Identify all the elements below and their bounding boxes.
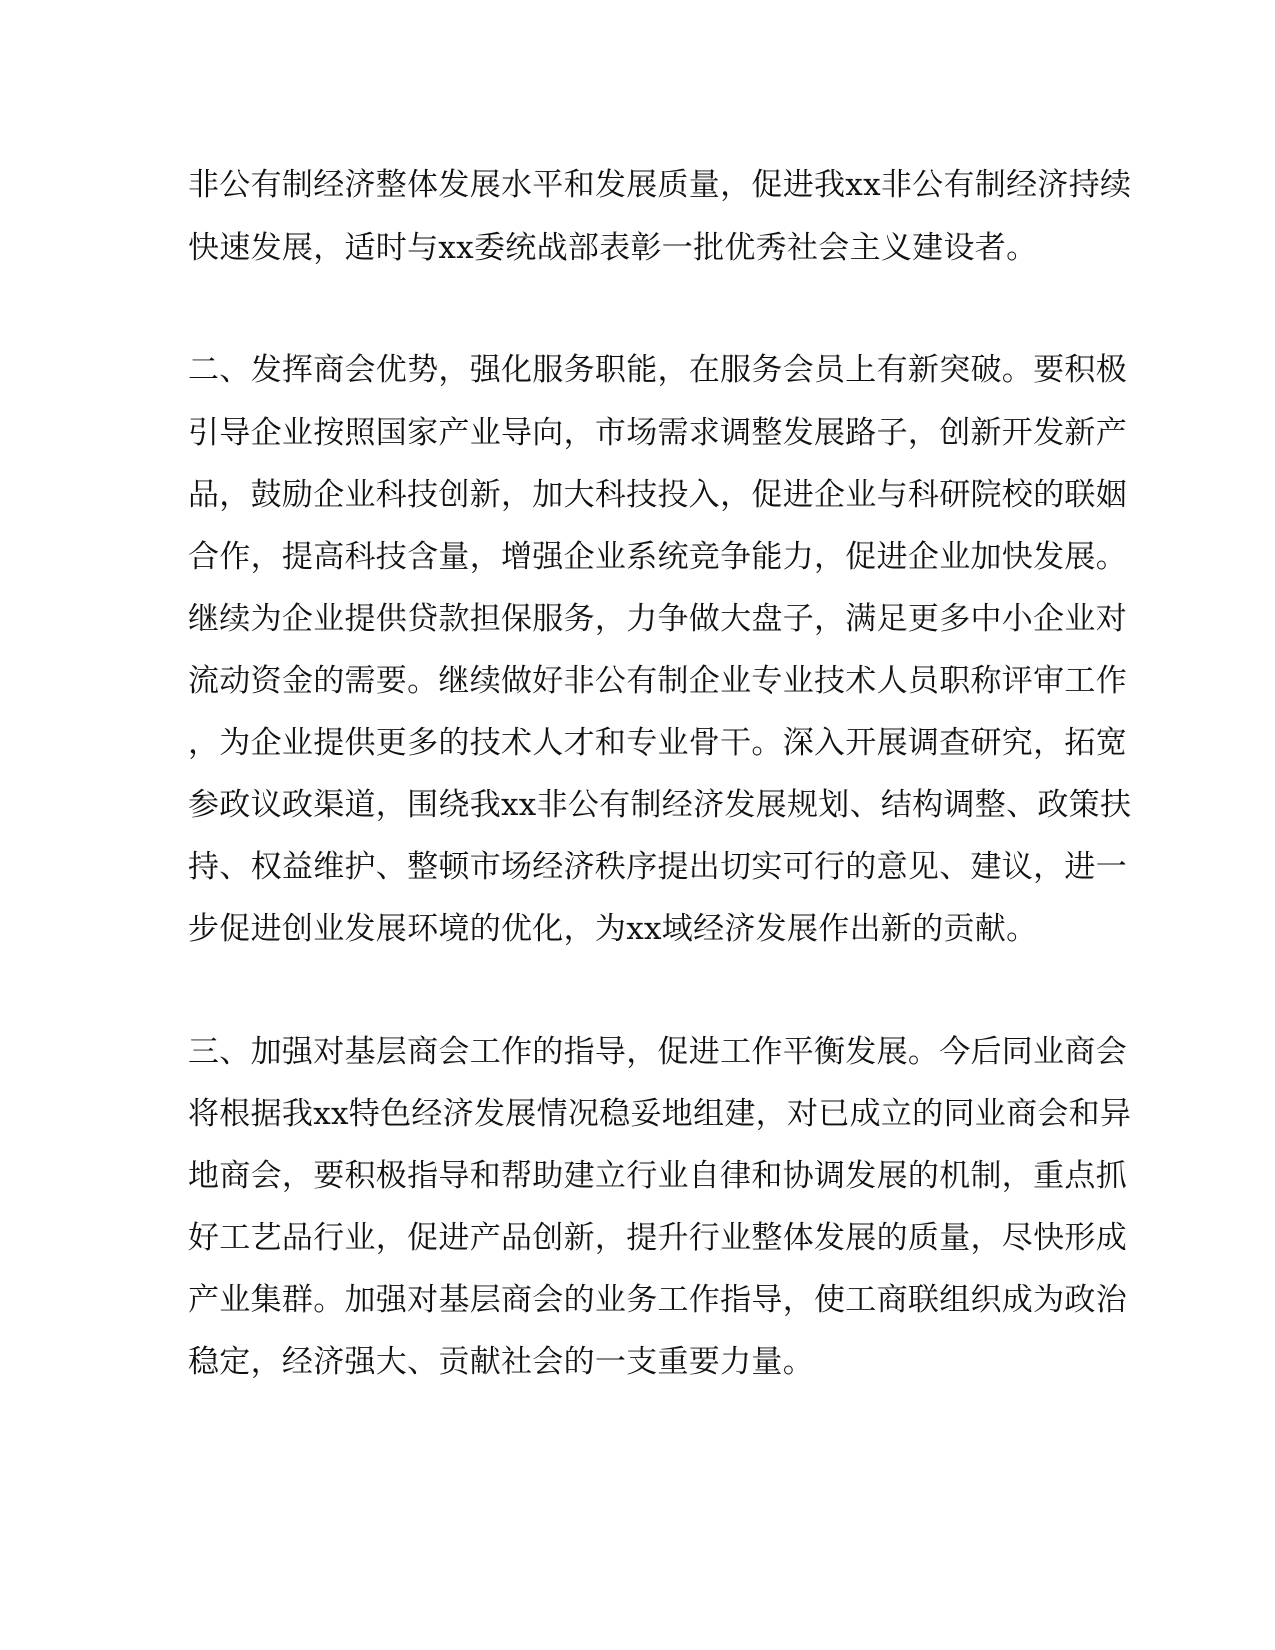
paragraph-2-line-8: 参政议政渠道，围绕我xx非公有制经济发展规划、结构调整、政策扶 <box>188 787 1132 823</box>
paragraph-2-line-7: ，为企业提供更多的技术人才和专业骨干。深入开展调查研究，拓宽 <box>188 725 1127 761</box>
paragraph-2-line-5: 继续为企业提供贷款担保服务，力争做大盘子，满足更多中小企业对 <box>188 601 1127 637</box>
paragraph-2-line-2: 引导企业按照国家产业导向，市场需求调整发展路子，创新开发新产 <box>188 415 1127 451</box>
paragraph-2-line-4: 合作，提高科技含量，增强企业系统竞争能力，促进企业加快发展。 <box>188 539 1127 575</box>
paragraph-2-line-9: 持、权益维护、整顿市场经济秩序提出切实可行的意见、建议，进一 <box>188 849 1127 885</box>
paragraph-3-line-6: 稳定，经济强大、贡献社会的一支重要力量。 <box>188 1344 814 1380</box>
paragraph-3-line-4: 好工艺品行业，促进产品创新，提升行业整体发展的质量，尽快形成 <box>188 1220 1127 1256</box>
paragraph-2-line-6: 流动资金的需要。继续做好非公有制企业专业技术人员职称评审工作 <box>188 663 1127 699</box>
paragraph-1-line-1: 非公有制经济整体发展水平和发展质量，促进我xx非公有制经济持续 <box>188 167 1132 203</box>
paragraph-3-line-5: 产业集群。加强对基层商会的业务工作指导，使工商联组织成为政治 <box>188 1282 1127 1318</box>
paragraph-3-line-3: 地商会，要积极指导和帮助建立行业自律和协调发展的机制，重点抓 <box>188 1158 1127 1194</box>
paragraph-2-line-10: 步促进创业发展环境的优化，为xx域经济发展作出新的贡献。 <box>188 911 1038 947</box>
paragraph-2-line-3: 品，鼓励企业科技创新，加大科技投入，促进企业与科研院校的联姻 <box>188 477 1127 513</box>
paragraph-2-line-1: 二、发挥商会优势，强化服务职能，在服务会员上有新突破。要积极 <box>188 352 1127 388</box>
paragraph-1-line-2: 快速发展，适时与xx委统战部表彰一批优秀社会主义建设者。 <box>188 230 1038 266</box>
paragraph-3-line-1: 三、加强对基层商会工作的指导，促进工作平衡发展。今后同业商会 <box>188 1034 1127 1070</box>
paragraph-3-line-2: 将根据我xx特色经济发展情况稳妥地组建，对已成立的同业商会和异 <box>188 1096 1132 1132</box>
